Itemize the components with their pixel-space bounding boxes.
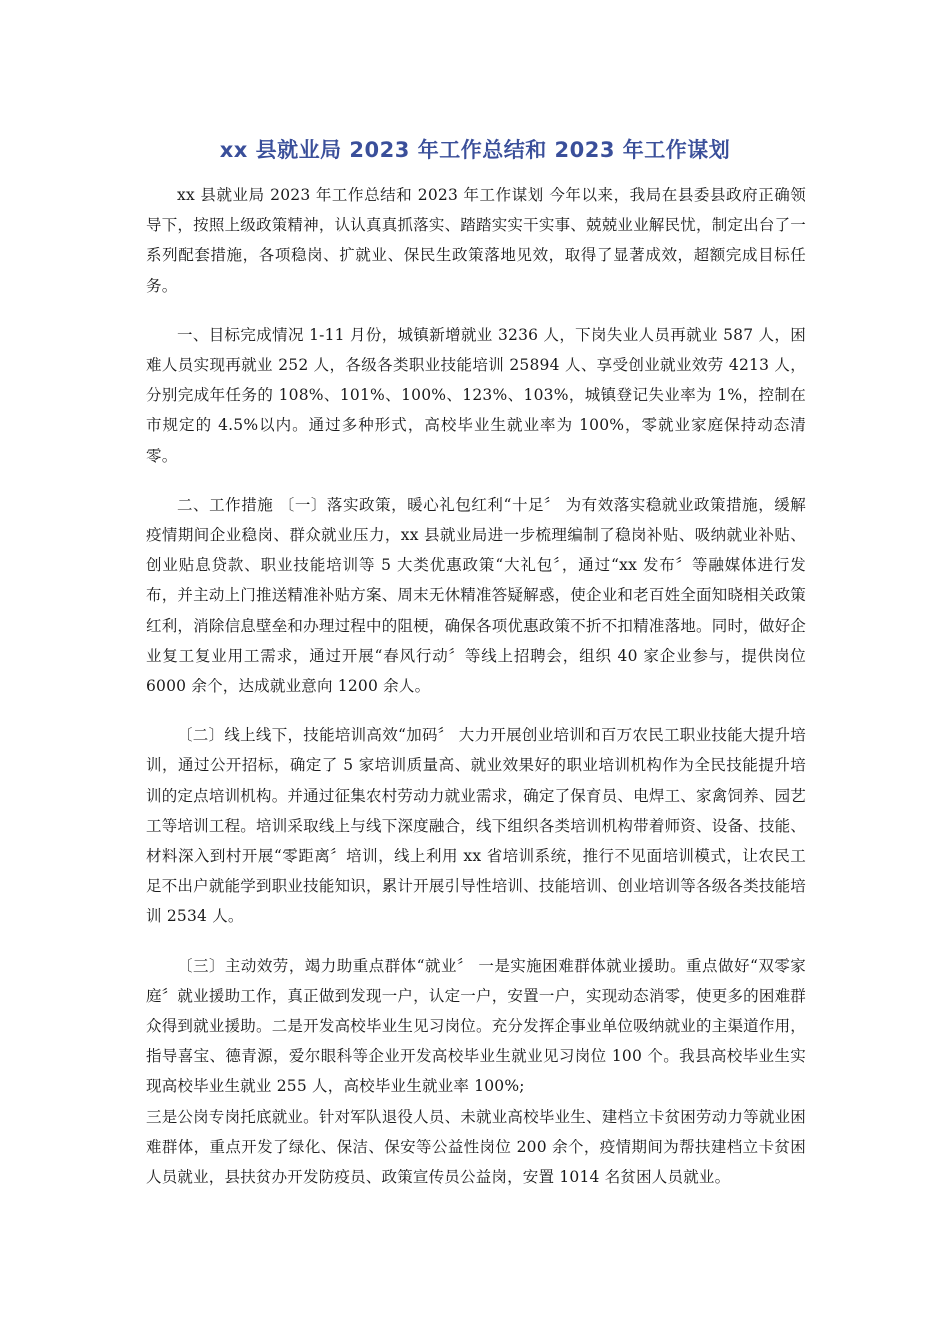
document-body: [146, 180, 806, 1211]
paragraph-measures-training: 〔二〕线上线下，技能培训高效“加码〞 大力开展创业培训和百万农民工职业技能大提升培训，通过公开招标，确定了 5 家培训质量高、就业效果好的职业培训机构作为全民技能提升培训的定点培训机构。并通过征集农村劳动力就业需求，确定了保育员、电焊工、家禽饲养、园艺工等培训工程。培训采取线上与线下深度融合，线下组织各类培训机构带着师资、设备、技能、材料深入到村开展“零距离〞培训，线上利用 xx 省培训系统，推行不见面培训模式，让农民工足不出户就能学到职业技能知识，累计开展引导性培训、技能培训、创业培训等各级各类技能培训 2534 人。: [146, 726, 806, 926]
document-title: xx 县就业局 2023 年工作总结和 2023 年工作谋划: [219, 138, 731, 162]
paragraph-measures-service: 〔三〕主动效劳，竭力助重点群体“就业〞 一是实施困难群体就业援助。重点做好“双零家庭〞就业援助工作，真正做到发现一户，认定一户，安置一户，实现动态消零，使更多的困难群众得到就业援助。二是开发高校毕业生见习岗位。充分发挥企事业单位吸纳就业的主渠道作用，指导喜宝、德青源，爱尔眼科等企业开发高校毕业生就业见习岗位 100 个。我县高校毕业生实现高校毕业生就业 255 人，高校毕业生就业率 100%;: [146, 956, 806, 1096]
paragraph-public-posts: 三是公岗专岗托底就业。针对军队退役人员、未就业高校毕业生、建档立卡贫困劳动力等就业困难群体，重点开发了绿化、保洁、保安等公益性岗位 200 余个，疫情期间为帮扶建档立卡贫困人员就业，县扶贫办开发防疫员、政策宣传员公益岗，安置 1014 名贫困人员就业。: [146, 1107, 806, 1187]
paragraph-intro: xx 县就业局 2023 年工作总结和 2023 年工作谋划 今年以来，我局在县委县政府正确领导下，按照上级政策精神，认认真真抓落实、踏踏实实干实事、兢兢业业解民忧，制定出台了一系列配套措施，各项稳岗、扩就业、保民生政策落地见效，取得了显著成效，超额完成目标任务。: [146, 186, 806, 295]
paragraph-goals: 一、目标完成情况 1-11 月份，城镇新增就业 3236 人，下岗失业人员再就业 587 人，困难人员实现再就业 252 人，各级各类职业技能培训 25894 人、享受创业就业效劳 4213 人，分别完成年任务的 108%、101%、100%、123%、103%，城镇登记失业率为 1%，控制在市规定的 4.5%以内。通过多种形式，高校毕业生就业率为 100%，零就业家庭保持动态清零。: [146, 325, 806, 465]
paragraph-measures-policy: 二、工作措施 〔一〕落实政策，暖心礼包红利“十足〞 为有效落实稳就业政策措施，缓解疫情期间企业稳岗、群众就业压力，xx 县就业局进一步梳理编制了稳岗补贴、吸纳就业补贴、创业贴息贷款、职业技能培训等 5 大类优惠政策“大礼包〞，通过“xx 发布〞等融媒体进行发布，并主动上门推送精准补贴方案、周末无休精准答疑解惑，使企业和老百姓全面知晓相关政策红利，消除信息壁垒和办理过程中的阻梗，确保各项优惠政策不折不扣精准落地。同时，做好企业复工复业用工需求，通过开展“春风行动〞等线上招聘会，组织 40 家企业参与，提供岗位 6000 余个，达成就业意向 1200 余人。: [146, 495, 806, 696]
